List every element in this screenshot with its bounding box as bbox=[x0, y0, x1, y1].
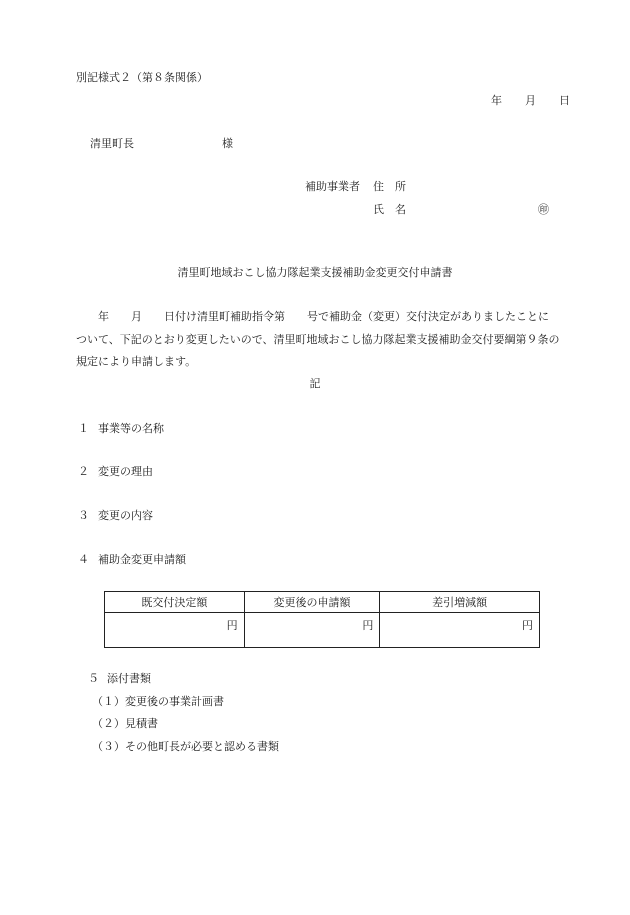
document-title: 清里町地域おこし協力隊起業支援補助金変更交付申請書 bbox=[177, 266, 453, 279]
addressee-name: 清里町長 bbox=[90, 137, 134, 150]
date-month-label: 月 bbox=[525, 94, 536, 107]
item-4-number: ４ bbox=[78, 553, 89, 566]
item-1-label: 事業等の名称 bbox=[98, 422, 164, 435]
ki-heading: 記 bbox=[309, 377, 321, 390]
date-day-label: 日 bbox=[559, 94, 570, 107]
body-line-2: ついて、下記のとおり変更したいので、清里町地域おこし協力隊起業支援補助金交付要綱第９条の bbox=[76, 333, 560, 346]
item-3-number: ３ bbox=[78, 509, 89, 522]
attachments-label: 添付書類 bbox=[107, 672, 151, 685]
attachment-item-2: （２）見積書 bbox=[92, 717, 158, 730]
body-line-3: 規定により申請します。 bbox=[76, 355, 197, 368]
header-difference-amount: 差引増減額 bbox=[380, 592, 540, 613]
attachments-number: ５ bbox=[88, 672, 99, 685]
attachment-item-3: （３）その他町長が必要と認める書類 bbox=[92, 740, 279, 753]
applicant-name-label: 氏 名 bbox=[373, 203, 406, 216]
difference-amount-cell: 円 bbox=[380, 613, 540, 648]
header-revised-application-amount: 変更後の申請額 bbox=[244, 592, 380, 613]
item-2-label: 変更の理由 bbox=[98, 465, 153, 478]
item-4-label: 補助金変更申請額 bbox=[98, 553, 186, 566]
amount-table-value-row bbox=[105, 613, 540, 648]
amount-table-header-row bbox=[105, 592, 540, 613]
revised-application-amount-cell: 円 bbox=[244, 613, 380, 648]
addressee-honorific: 様 bbox=[222, 137, 233, 150]
body-line-1: 年 月 日付け清里町補助指令第 号で補助金（変更）交付決定がありましたことに bbox=[76, 310, 549, 323]
form-number: 別記様式２（第８条関係） bbox=[76, 71, 208, 84]
item-2-number: ２ bbox=[78, 465, 89, 478]
amount-table bbox=[104, 591, 540, 648]
seal-mark: ㊞ bbox=[538, 203, 549, 216]
attachment-item-1: （１）変更後の事業計画書 bbox=[92, 695, 224, 708]
header-existing-grant-amount: 既交付決定額 bbox=[105, 592, 245, 613]
date-year-label: 年 bbox=[491, 94, 502, 107]
applicant-role: 補助事業者 bbox=[305, 180, 360, 193]
item-1-number: １ bbox=[78, 422, 89, 435]
existing-grant-amount-cell: 円 bbox=[105, 613, 245, 648]
item-3-label: 変更の内容 bbox=[98, 509, 153, 522]
applicant-address-label: 住 所 bbox=[373, 180, 406, 193]
